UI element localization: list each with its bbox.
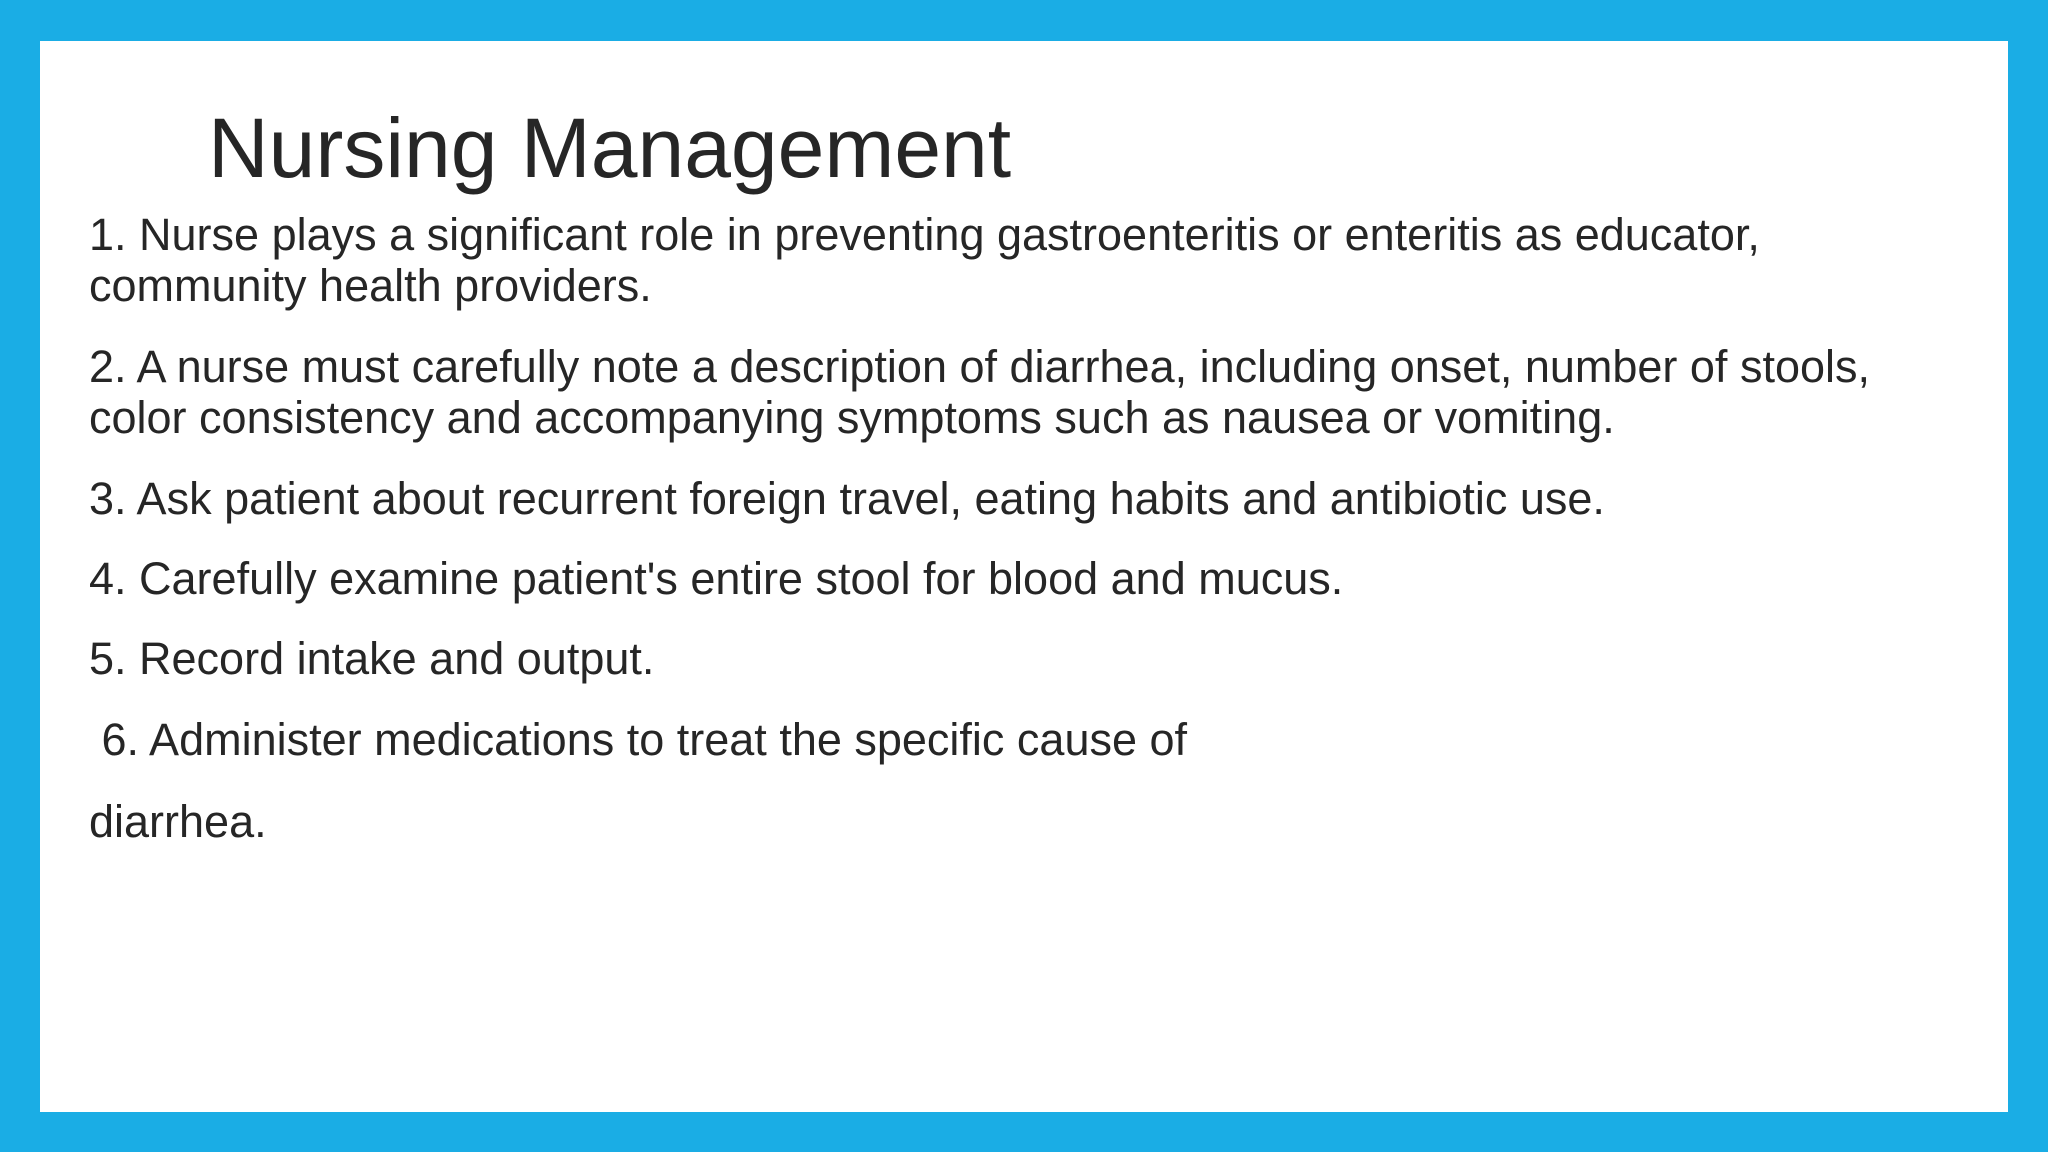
slide-title: Nursing Management	[208, 101, 1012, 195]
point-5: 5. Record intake and output.	[89, 633, 655, 684]
point-2-line-1: 2. A nurse must carefully note a description of diarrhea, including onset, number of stools,	[89, 341, 1870, 392]
point-3: 3. Ask patient about recurrent foreign travel, eating habits and antibiotic use.	[89, 473, 1605, 524]
slide-canvas	[40, 41, 2008, 1112]
point-6-continuation: diarrhea.	[89, 796, 267, 847]
point-6: 6. Administer medications to treat the specific cause of	[89, 714, 1188, 765]
point-1-line-2: community health providers.	[89, 260, 652, 311]
point-1-line-1: 1. Nurse plays a significant role in preventing gastroenteritis or enteritis as educator,	[89, 209, 1760, 260]
point-2	[89, 341, 1870, 443]
point-4: 4. Carefully examine patient's entire stool for blood and mucus.	[89, 553, 1344, 604]
point-1	[89, 209, 1760, 311]
point-2-line-2: color consistency and accompanying symptoms such as nausea or vomiting.	[89, 392, 1615, 443]
